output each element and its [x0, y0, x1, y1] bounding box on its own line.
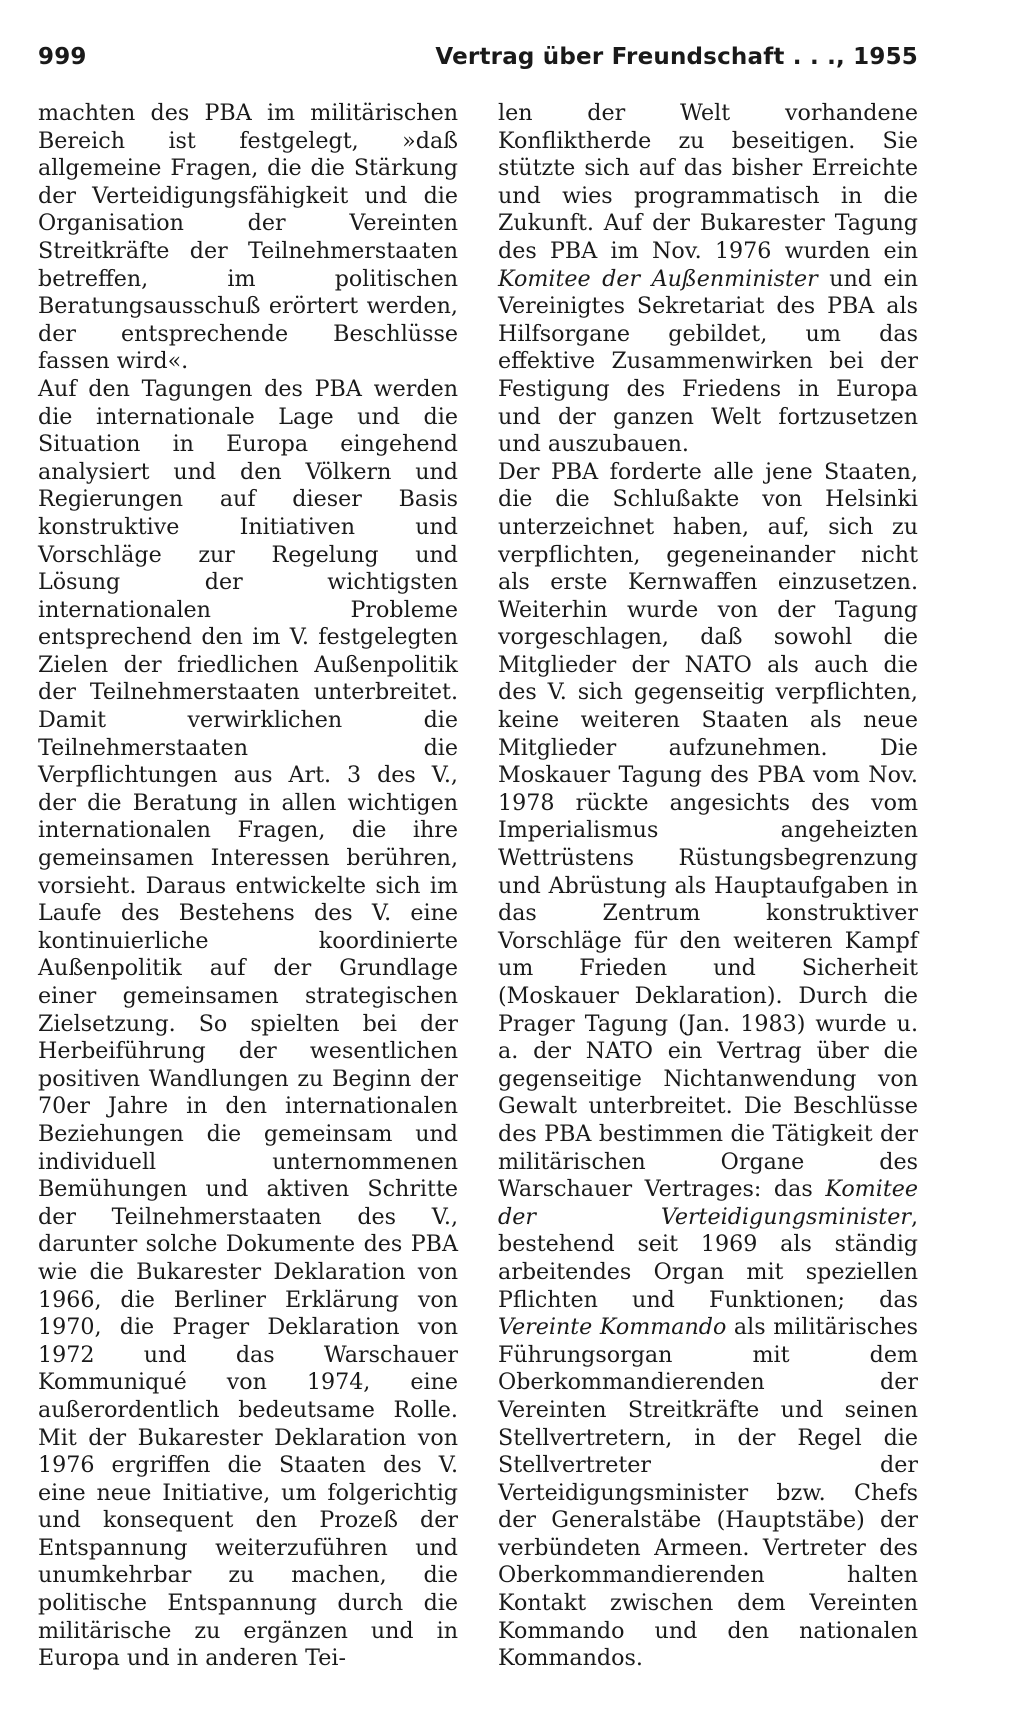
text-segment: len der Welt vorhandene Konfliktherde zu beseitigen. Sie stützte sich auf das bisher Erreichte und wies programmatisch in die Zukunft. Auf der Bukarester Tagung des PBA im Nov. 1976 wurden ein	[498, 100, 918, 264]
text-segment: als militärisches Führungsorgan mit dem Oberkommandierenden der Vereinten Streitkräfte und seinen Stellvertretern, in der Regel die Stellvertreter der Verteidigungsminister bzw. Chefs der Generalstäbe (Hauptstäbe) der verbündeten Armeen. Vertreter des Oberkommandierenden halten Kontakt zwischen dem Vereinten Kommando und den nationalen Kommandos.	[498, 1314, 918, 1672]
left-paragraph-1: machten des PBA im militärischen Bereich ist festgelegt, »daß allgemeine Fragen, die die Stärkung der Verteidigungsfähigkeit und die Organisation der Vereinten Streitkräfte der Teilnehmerstaaten betreffen, im politischen Beratungsausschuß erörtert werden, der entsprechende Beschlüsse fassen wird«.	[38, 100, 458, 375]
left-column	[38, 100, 458, 1673]
term-komitee-der-aussenminister: Komitee der Außenminister	[498, 265, 818, 292]
text-segment: , bestehend seit 1969 als ständig arbeitendes Organ mit speziellen Pflichten und Funktionen; das	[498, 1203, 918, 1313]
left-paragraph-2: Auf den Tagungen des PBA werden die internationale Lage und die Situation in Europa eingehend analysiert und den Völkern und Regierungen auf dieser Basis konstruktive Initiativen und Vorschläge zur Regelung und Lösung der wichtigsten internationalen Probleme entsprechend den im V. festgelegten Zielen der friedlichen Außenpolitik der Teilnehmerstaaten unterbreitet. Damit verwirklichen die Teilnehmerstaaten die Verpflichtungen aus Art. 3 des V., der die Beratung in allen wichtigen internationalen Fragen, die ihre gemeinsamen Interessen berühren, vorsieht. Daraus entwickelte sich im Laufe des Bestehens des V. eine kontinuierliche koordinierte Außenpolitik auf der Grundlage einer gemeinsamen strategischen Zielsetzung. So spielten bei der Herbeiführung der wesentlichen positiven Wandlungen zu Beginn der 70er Jahre in den internationalen Beziehungen die gemeinsam und individuell unternommenen Bemühungen und aktiven Schritte der Teilnehmerstaaten des V., darunter solche Dokumente des PBA wie die Bukarester Deklaration von 1966, die Berliner Erklärung von 1970, die Prager Deklaration von 1972 und das Warschauer Kommuniqué von 1974, eine außerordentlich bedeutsame Rolle. Mit der Bukarester Deklaration von 1976 ergriffen die Staaten des V. eine neue Initiative, um folgerichtig und konsequent den Prozeß der Entspannung weiterzuführen und unumkehrbar zu machen, die politische Entspannung durch die militärische zu ergänzen und in Europa und in anderen Tei-	[38, 375, 458, 1672]
right-paragraph-2	[498, 459, 918, 1673]
page-number: 999	[38, 44, 87, 70]
term-komitee-der-verteidigungsminister: Komitee der Verteidigungsminister	[498, 1176, 918, 1230]
right-column	[498, 100, 918, 1673]
term-vereinte-kommando: Vereinte Kommando	[498, 1314, 727, 1341]
right-paragraph-1	[498, 100, 918, 459]
running-title: Vertrag über Freundschaft . . ., 1955	[435, 44, 918, 70]
page-header	[38, 44, 918, 84]
text-segment: Der PBA forderte alle jene Staaten, die die Schlußakte von Helsinki unterzeichnet haben, auf, sich zu verpflichten, gegeneinander nicht als erste Kernwaffen einzusetzen. Weiterhin wurde von der Tagung vorgeschlagen, daß sowohl die Mitglieder der NATO als auch die des V. sich gegenseitig verpflichten, keine weiteren Staaten als neue Mitglieder aufzunehmen. Die Moskauer Tagung des PBA vom Nov. 1978 rückte angesichts des vom Imperialismus angeheizten Wettrüstens Rüstungsbegrenzung und Abrüstung als Hauptaufgaben in das Zentrum konstruktiver Vorschläge für den weiteren Kampf um Frieden und Sicherheit (Moskauer Deklaration). Durch die Prager Tagung (Jan. 1983) wurde u. a. der NATO ein Vertrag über die gegenseitige Nichtanwendung von Gewalt unterbreitet. Die Beschlüsse des PBA bestimmen die Tätigkeit der militärischen Organe des Warschauer Vertrages: das	[498, 458, 918, 1203]
text-segment: und ein Vereinigtes Sekretariat des PBA als Hilfsorgane gebildet, um das effektive Zusammenwirken bei der Festigung des Friedens in Europa und der ganzen Welt fortzusetzen und auszubauen.	[498, 265, 918, 458]
